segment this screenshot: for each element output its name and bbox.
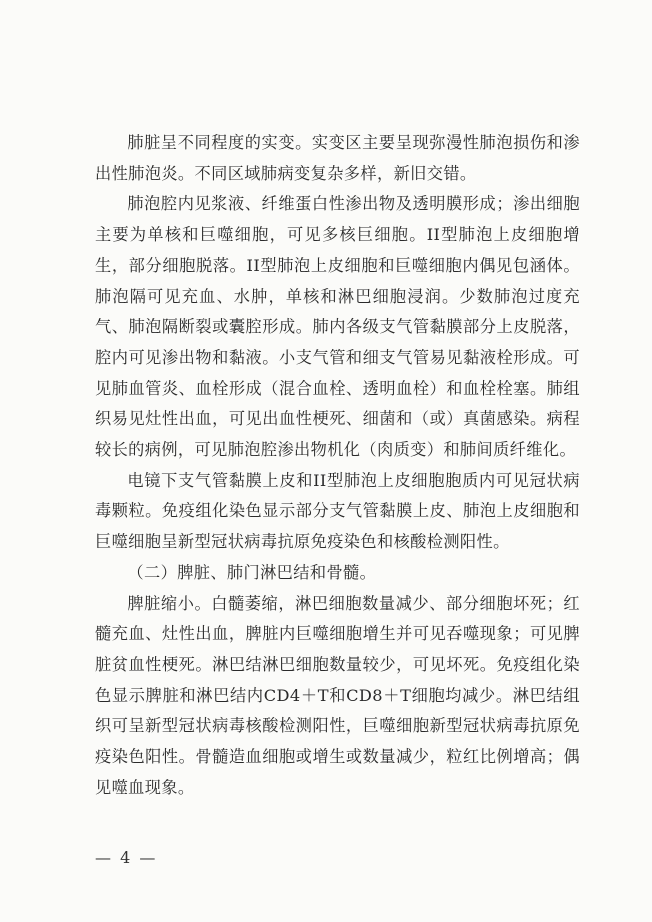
page-number: — 4 —: [95, 848, 158, 867]
paragraph-electron-microscopy: 电镜下支气管黏膜上皮和II型肺泡上皮细胞胞质内可见冠状病毒颗粒。免疫组化染色显示部分支气管黏膜上皮、肺泡上皮细胞和巨噬细胞呈新型冠状病毒抗原免疫染色和核酸检测阳性。: [95, 470, 580, 552]
paragraph-alveolar-findings: 肺泡腔内见浆液、纤维蛋白性渗出物及透明膜形成；渗出细胞主要为单核和巨噬细胞，可见多核巨细胞。II型肺泡上皮细胞增生，部分细胞脱落。II型肺泡上皮细胞和巨噬细胞内偶见包涵体。肺泡隔可见充血、水肿，单核和淋巴细胞浸润。少数肺泡过度充气、肺泡隔断裂或囊腔形成。肺内各级支气管黏膜部分上皮脱落，腔内可见渗出物和黏液。小支气管和细支气管易见黏液栓形成。可见肺血管炎、血栓形成（混合血栓、透明血栓）和血栓栓塞。肺组织易见灶性出血，可见出血性梗死、细菌和（或）真菌感染。病程较长的病例，可见肺泡腔渗出物机化（肉质变）和肺间质纤维化。: [95, 194, 580, 460]
section-heading: （二）脾脏、肺门淋巴结和骨髓。: [127, 562, 377, 582]
paragraph-spleen-lymph-marrow: 脾脏缩小。白髓萎缩，淋巴细胞数量减少、部分细胞坏死；红髓充血、灶性出血，脾脏内巨噬细胞增生并可见吞噬现象；可见脾脏贫血性梗死。淋巴结淋巴细胞数量较少，可见坏死。免疫组化染色显示脾脏和淋巴结内CD4＋T和CD8＋T细胞均减少。淋巴结组织可呈新型冠状病毒核酸检测阳性，巨噬细胞新型冠状病毒抗原免疫染色阳性。骨髓造血细胞或增生或数量减少，粒红比例增高；偶见噬血现象。: [95, 593, 580, 797]
body-text: [95, 128, 580, 803]
paragraph-lung-consolidation: 肺脏呈不同程度的实变。实变区主要呈现弥漫性肺泡损伤和渗出性肺泡炎。不同区域肺病变复杂多样，新旧交错。: [95, 133, 580, 183]
